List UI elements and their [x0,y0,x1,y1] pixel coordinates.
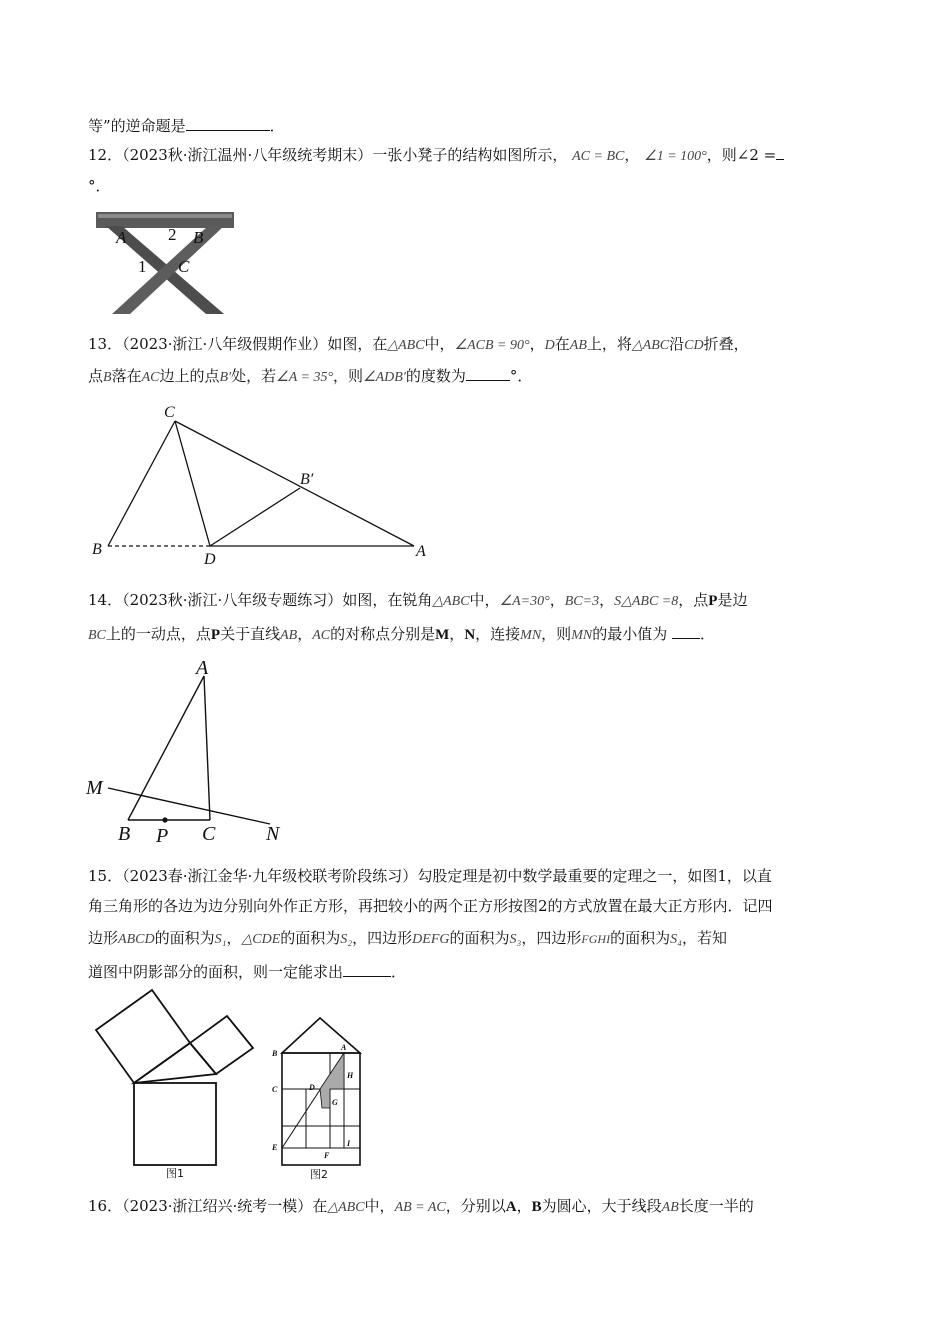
q15-line1: 15．（2023春·浙江金华·九年级校联考阶段练习）勾股定理是初中数学最重要的定理之一，如图1，以直 [88,867,772,885]
q15-line4: 道图中阴影部分的面积，则一定能求出 ． [88,963,407,981]
label-C: C [202,823,216,845]
segment-DBprime [210,488,300,546]
segment-CB [108,421,175,546]
label-B: B [272,1049,278,1058]
q12-line1: 12．（2023秋·浙江温州·八年级统考期末）一张小凳子的结构如图所示， AC = BC， ∠1 = 100°，则∠2 = [88,145,784,167]
square-right [190,1016,253,1074]
label-F: F [324,1151,330,1160]
answer-blank[interactable] [672,624,700,639]
right-triangle [134,1043,216,1083]
q14-figure [86,654,306,847]
q15-figure2 [268,1010,388,1180]
q11-tail: 等”的逆命题是 ． [88,117,285,135]
label-M: M [86,777,103,799]
roof [282,1018,360,1053]
segment-MN [108,788,270,824]
answer-blank[interactable] [343,962,391,977]
label-D: D [204,551,216,568]
label-D: D [309,1083,315,1092]
q15-figure1 [96,990,266,1180]
q13-line2: 点B落在AC边上的点B′处，若∠A = 35°，则∠ADB′的度数为 °． [88,367,533,385]
label-B: B [92,541,102,558]
label-H: H [347,1071,354,1080]
q13-figure [88,400,438,570]
q15-line3: 边形ABCD的面积为S₁，△CDE的面积为S₂，四边形DEFG的面积为S₃，四边形FGHI的面积为S₄，若知 [88,929,727,947]
answer-blank[interactable] [466,366,510,381]
label-A: A [116,228,127,247]
label-2: 2 [168,225,177,244]
segment-CD [175,421,210,546]
square-left [96,990,190,1083]
segment-AB [128,676,204,820]
q14-line1: 14．（2023秋·浙江·八年级专题练习）如图，在锐角△ABC中，∠A=30°，BC=3，S△ABC =8，点P是边 [88,591,748,609]
segment-AC [204,676,210,820]
label-N: N [266,823,280,845]
label-1: 1 [138,257,147,276]
label-B: B [118,823,131,845]
q13-line1: 13．（2023·浙江·八年级假期作业）如图，在△ABC中，∠ACB = 90°，D在AB上，将△ABC沿CD折叠， [88,335,749,353]
q12-line2: °． [88,177,111,195]
fig2-caption: 图2 [310,1168,328,1181]
answer-blank[interactable] [776,145,784,160]
answer-blank[interactable] [186,116,270,131]
q16-line1: 16．（2023·浙江绍兴·统考一模）在△ABC中，AB = AC，分别以A，B为圆心，大于线段AB长度一半的 [88,1197,754,1215]
square-bottom [134,1083,216,1165]
label-C: C [178,257,190,276]
stool-figure [96,210,236,318]
label-C: C [272,1085,278,1094]
label-A: A [416,543,426,560]
segment-CA [175,421,414,546]
label-G: G [332,1098,338,1107]
label-B: B [193,228,204,247]
label-A: A [341,1043,347,1052]
label-P: P [156,825,169,847]
label-I: I [347,1139,351,1148]
label-A: A [196,657,209,679]
fig1-caption: 图1 [166,1167,184,1180]
label-Bprime: B′ [300,471,314,488]
label-C: C [164,404,175,421]
point-P [162,817,167,822]
q14-line2: BC上的一动点，点P关于直线AB，AC的对称点分别是M，N，连接MN，则MN的最小值为 ． [88,625,715,643]
label-E: E [272,1143,278,1152]
q15-line2: 角三角形的各边为边分别向外作正方形，再把较小的两个正方形按图2的方式放置在最大正方形内．记四 [88,897,773,915]
